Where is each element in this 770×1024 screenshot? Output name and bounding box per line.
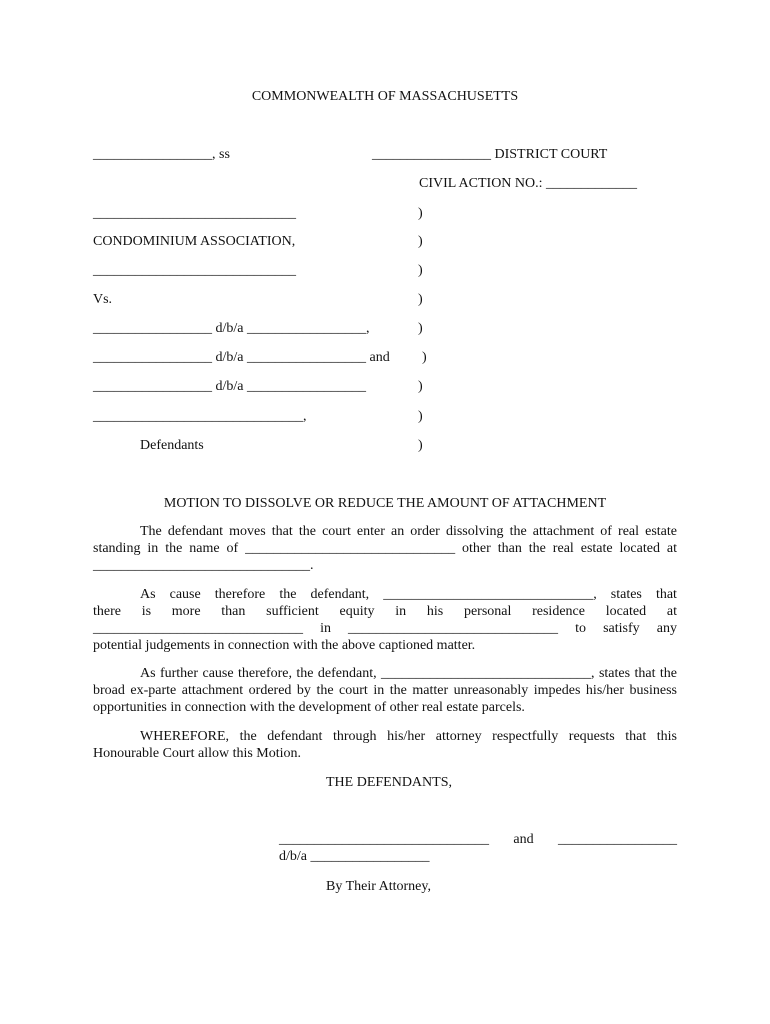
paragraph-4 bbox=[93, 728, 677, 762]
versus-label: Vs. bbox=[93, 292, 113, 307]
paragraph-2-line-4: potential judgements in connection with the above captioned matter. bbox=[93, 638, 476, 653]
civil-action-number: CIVIL ACTION NO.: _____________ bbox=[419, 176, 638, 191]
commonwealth-heading: COMMONWEALTH OF MASSACHUSETTS bbox=[251, 89, 519, 104]
bracket: ) bbox=[418, 409, 423, 424]
paragraph-1-text: The defendant moves that the court enter an order dissolving the attachment of real estate standing in the name of ______________________________ other than the real estate located at _______________________________. bbox=[93, 524, 677, 573]
dba-line: d/b/a _________________ bbox=[279, 849, 430, 864]
plaintiff-name: CONDOMINIUM ASSOCIATION, bbox=[93, 234, 296, 249]
bracket: ) bbox=[418, 321, 423, 336]
defendant-line-3: _________________ d/b/a _________________ bbox=[93, 379, 366, 394]
the-defendants-label: THE DEFENDANTS, bbox=[326, 775, 452, 790]
court-line: _________________ DISTRICT COURT bbox=[372, 147, 608, 162]
paragraph-4-text: WHEREFORE, the defendant through his/her attorney respectfully requests that this Honourable Court allow this Motion. bbox=[93, 729, 677, 761]
bracket: ) bbox=[418, 438, 423, 453]
paragraph-3 bbox=[93, 665, 677, 716]
bracket: ) bbox=[418, 292, 423, 307]
by-their-attorney: By Their Attorney, bbox=[326, 879, 431, 894]
bracket: ) bbox=[418, 379, 423, 394]
plaintiff-blank-line-2: _____________________________ bbox=[93, 263, 296, 278]
paragraph-2-line-1: As cause therefore the defendant, ______________________________, states that bbox=[140, 587, 677, 602]
defendant-line-2: _________________ d/b/a _________________ and bbox=[93, 350, 390, 365]
motion-title: MOTION TO DISSOLVE OR REDUCE THE AMOUNT OF ATTACHMENT bbox=[163, 496, 607, 511]
county-line: _________________, ss bbox=[93, 147, 230, 162]
defendant-line-1: _________________ d/b/a _________________, bbox=[93, 321, 370, 336]
defendant-line-4: ______________________________, bbox=[93, 409, 307, 424]
paragraph-2-line-2: there is more than sufficient equity in his personal residence located at bbox=[93, 604, 677, 619]
signature-line: ______________________________ and _________________ bbox=[279, 832, 677, 847]
bracket: ) bbox=[422, 350, 427, 365]
paragraph-3-text: As further cause therefore, the defendant, ______________________________, states that the broad ex-parte attachment ordered by the court in the matter unreasonably impedes his/her business opportunities in connection with the development of other real estate parcels. bbox=[93, 666, 677, 715]
paragraph-2-line-3: ______________________________ in ______________________________ to satisfy any bbox=[93, 621, 677, 636]
bracket: ) bbox=[418, 263, 423, 278]
bracket: ) bbox=[418, 234, 423, 249]
paragraph-1 bbox=[93, 523, 677, 574]
plaintiff-blank-line: _____________________________ bbox=[93, 206, 296, 221]
bracket: ) bbox=[418, 206, 423, 221]
defendants-label: Defendants bbox=[140, 438, 204, 453]
